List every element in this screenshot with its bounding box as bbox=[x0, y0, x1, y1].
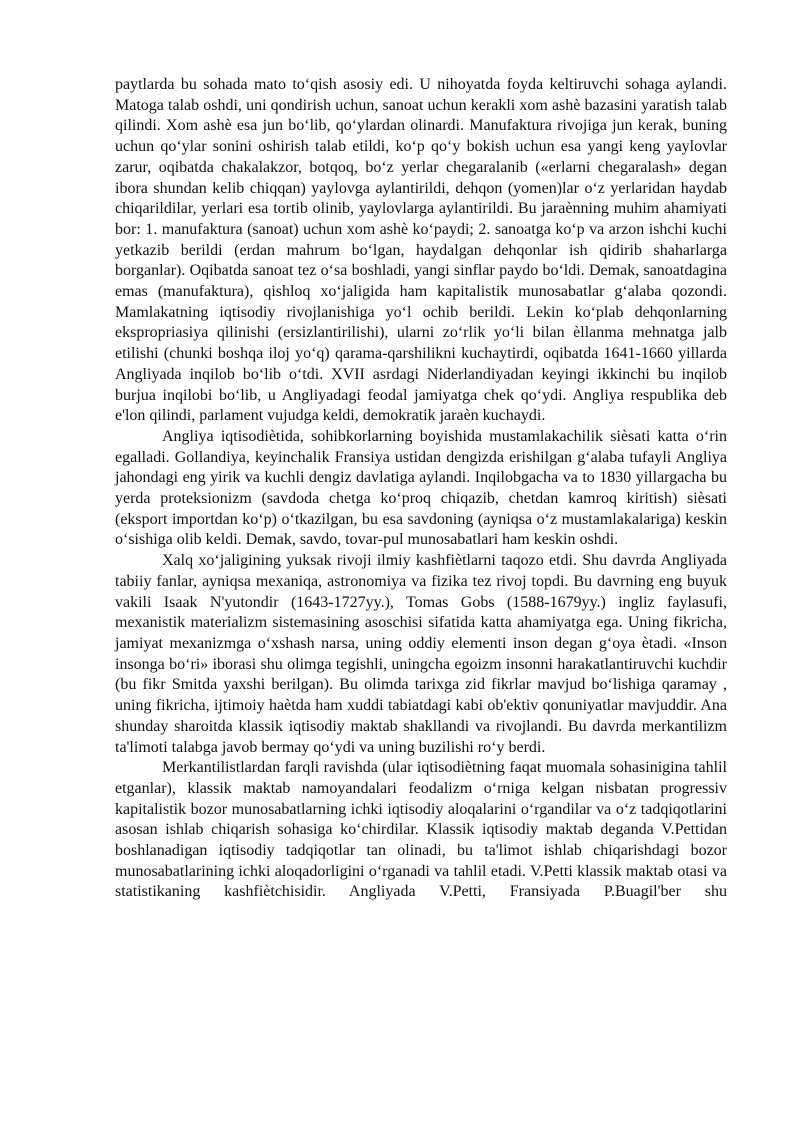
paragraph-3: Xalq xo‘jaligining yuksak rivoji ilmiy kashfiètlarni taqozo etdi. Shu davrda Angliyada tabiiy fanlar, ayniqsa mexaniqa, astronomiya va fizika tez rivoj topdi. Bu davrning eng buyuk vakili Isaak N'yutondir (1643-1727yy.), Tomas Gobs (1588-1679yy.) ingliz faylasufi, mexanistik materializm sistemasining asoschisi sifatida katta ahamiyatga ega. Uning fikricha, jamiyat mexanizmga o‘xshash narsa, uning oddiy elementi inson degan g‘oya ètadi. «Inson insonga bo‘ri» iborasi shu olimga tegishli, uningcha egoizm insonni harakatlantiruvchi kuchdir (bu fikr Smitda yaxshi berilgan). Bu olimda tarixga zid fikrlar mavjud bo‘lishiga qaramay , uning fikricha, ijtimoiy haètda ham xuddi tabiatdagi kabi ob'ektiv qonuniyatlar mavjuddir. Ana shunday sharoitda klassik iqtisodiy maktab shakllandi va rivojlandi. Bu davrda merkantilizm ta'limoti talabga javob bermay qo‘ydi va uning buzilishi ro‘y berdi. bbox=[115, 552, 727, 756]
paragraph-4: Merkantilistlardan farqli ravishda (ular iqtisodiètning faqat muomala sohasinigina tahlil etganlar), klassik maktab namoyandalari feodalizm o‘rniga kelgan nisbatan progressiv kapitalistik bozor munosabatlarning ichki iqtisodiy aloqalarini o‘rgandilar va o‘z tadqiqotlarini asosan ishlab chiqarish sohasiga ko‘chirdilar. Klassik iqtisodiy maktab deganda V.Pettidan boshlanadigan iqtisodiy tadqiqotlar tan olinadi, bu ta'limot ishlab chiqarishdagi bozor munosabatlarining ichki aloqadorligini o‘rganadi va tahlil etadi. V.Petti klassik maktab otasi va statistikaning kashfiètchisidir. Angliyada V.Petti, Fransiyada P.Buagil'ber shu bbox=[115, 759, 727, 901]
paragraph-1: paytlarda bu sohada mato to‘qish asosiy edi. U nihoyatda foyda keltiruvchi sohaga aylandi. Matoga talab oshdi, uni qondirish uchun, sanoat uchun kerakli xom ashè bazasini yaratish talab qilindi. Xom ashè esa jun bo‘lib, qo‘ylardan olinardi. Manufaktura rivojiga jun kerak, buning uchun qo‘ylar sonini oshirish talab etildi, ko‘p qo‘y bokish uchun esa yangi keng yaylovlar zarur, oqibatda chakalakzor, botqoq, bo‘z yerlar chegaralanib («erlarni chegaralash» degan ibora shundan kelib chiqqan) yaylovga aylantirildi, dehqon (yomen)lar o‘z yerlaridan haydab chiqarildilar, yerlari esa tortib olinib, yaylovlarga aylantirildi. Bu jaraènning muhim ahamiyati bor: 1. manufaktura (sanoat) uchun xom ashè ko‘paydi; 2. sanoatga ko‘p va arzon ishchi kuchi yetkazib berildi (erdan mahrum bo‘lgan, haydalgan dehqonlar ish qidirib shaharlarga borganlar). Oqibatda sanoat tez o‘sa boshladi, yangi sinflar paydo bo‘ldi. Demak, sanoatdagina emas (manufaktura), qishloq xo‘jaligida ham kapitalistik munosabatlar g‘alaba qozondi. Mamlakatning iqtisodiy rivojlanishiga yo‘l ochib berildi. Lekin ko‘plab dehqonlarning ekspropriasiya qilinishi (ersizlantirilishi), ularni zo‘rlik yo‘li bilan èllanma mehnatga jalb etilishi (chunki boshqa iloj yo‘q) qarama-qarshilikni kuchaytirdi, oqibatda 1641-1660 yillarda Angliyada inqilob bo‘lib o‘tdi. XVII asrdagi Niderlandiyadan keyingi ikkinchi bu inqilob burjua inqilobi bo‘lib, u Angliyadagi feodal jamiyatga chek qo‘ydi. Angliya respublika deb e'lon qilindi, parlament vujudga keldi, demokratik jaraèn kuchaydi. bbox=[115, 76, 727, 425]
document-page bbox=[115, 75, 727, 903]
paragraph-2: Angliya iqtisodiètida, sohibkorlarning boyishida mustamlakachilik sièsati katta o‘rin egalladi. Gollandiya, keyinchalik Fransiya ustidan dengizda erishilgan g‘alaba tufayli Angliya jahondagi eng yirik va kuchli dengiz davlatiga aylandi. Inqilobgacha va to 1830 yillargacha bu yerda proteksionizm (savdoda chetga ko‘proq chiqazib, chetdan kamroq kiritish) sièsati (eksport importdan ko‘p) o‘tkazilgan, bu esa savdoning (ayniqsa o‘z mustamlakalariga) keskin o‘sishiga olib keldi. Demak, savdo, tovar-pul munosabatlari ham keskin oshdi. bbox=[115, 427, 727, 549]
